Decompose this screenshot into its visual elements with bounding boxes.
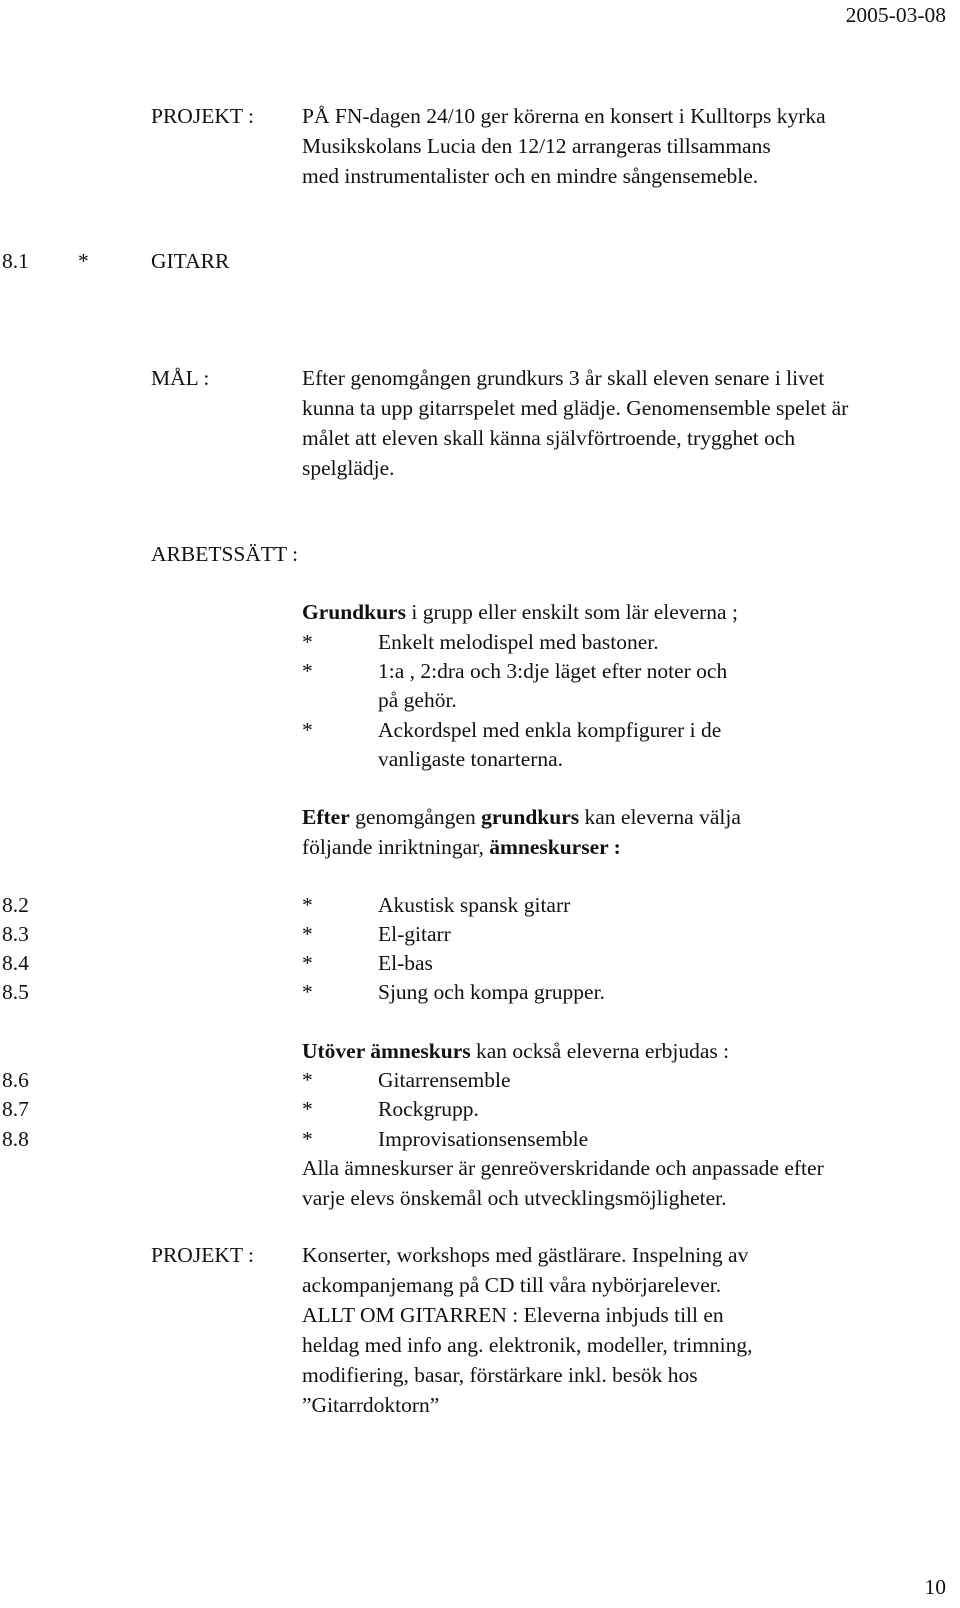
text-line: varje elevs önskemål och utvecklingsmöjligheter. bbox=[302, 1186, 727, 1210]
course-name: Improvisationsensemble bbox=[378, 1127, 589, 1151]
mal-label: MÅL : bbox=[151, 366, 210, 390]
text-line: med instrumentalister och en mindre sångensemeble. bbox=[302, 164, 759, 188]
course-name: Gitarrensemble bbox=[378, 1068, 511, 1092]
text-line: PÅ FN-dagen 24/10 ger körerna en konsert i Kulltorps kyrka bbox=[302, 104, 826, 128]
text-span: följande inriktningar, bbox=[302, 835, 490, 859]
efter-term: Efter bbox=[302, 805, 350, 829]
text-line: kunna ta upp gitarrspelet med glädje. Genomensemble spelet är bbox=[302, 396, 849, 420]
grundkurs-term: grundkurs bbox=[481, 805, 580, 829]
text-line: Alla ämneskurser är genreöverskridande och anpassade efter bbox=[302, 1156, 824, 1180]
text-line: heldag med info ang. elektronik, modeller, trimning, bbox=[302, 1333, 753, 1357]
utover-line bbox=[302, 1036, 729, 1066]
efter-line-2 bbox=[302, 832, 621, 862]
bullet: * bbox=[302, 980, 313, 1004]
bullet: * bbox=[302, 630, 313, 654]
projekt-label: PROJEKT : bbox=[151, 104, 254, 128]
bullet: * bbox=[302, 659, 313, 683]
course-name: Rockgrupp. bbox=[378, 1097, 479, 1121]
course-name: El-bas bbox=[378, 951, 433, 975]
text-line: ALLT OM GITARREN : Eleverna inbjuds till en bbox=[302, 1303, 724, 1327]
text-line: Musikskolans Lucia den 12/12 arrangeras tillsammans bbox=[302, 134, 771, 158]
list-item-continuation: vanligaste tonarterna. bbox=[378, 747, 564, 771]
text-line: spelglädje. bbox=[302, 456, 395, 480]
course-number: 8.6 bbox=[2, 1068, 29, 1092]
section-bullet: * bbox=[78, 249, 89, 273]
arbetssatt-label: ARBETSSÄTT : bbox=[151, 542, 299, 566]
grundkurs-term: Grundkurs bbox=[302, 600, 406, 624]
projekt-label: PROJEKT : bbox=[151, 1243, 254, 1267]
text-line: Efter genomgången grundkurs 3 år skall eleven senare i livet bbox=[302, 366, 825, 390]
list-item: 1:a , 2:dra och 3:dje läget efter noter och bbox=[378, 659, 728, 683]
mal-text bbox=[302, 363, 952, 483]
bullet: * bbox=[302, 893, 313, 917]
text-line: ackompanjemang på CD till våra nybörjarelever. bbox=[302, 1273, 722, 1297]
course-number: 8.4 bbox=[2, 951, 29, 975]
course-name: Sjung och kompa grupper. bbox=[378, 980, 605, 1004]
bullet: * bbox=[302, 922, 313, 946]
bullet: * bbox=[302, 1068, 313, 1092]
list-item: Ackordspel med enkla kompfigurer i de bbox=[378, 718, 722, 742]
document-date: 2005-03-08 bbox=[845, 3, 946, 27]
course-number: 8.3 bbox=[2, 922, 29, 946]
projekt-text bbox=[302, 1240, 952, 1420]
section-number: 8.1 bbox=[2, 249, 29, 273]
text-span: genomgången bbox=[349, 805, 482, 829]
arbetssatt-intro bbox=[302, 597, 738, 627]
text-line: ”Gitarrdoktorn” bbox=[302, 1393, 440, 1417]
text-line: målet att eleven skall känna självförtroende, trygghet och bbox=[302, 426, 796, 450]
course-name: Akustisk spansk gitarr bbox=[378, 893, 571, 917]
intro-text: i grupp eller enskilt som lär eleverna ; bbox=[405, 600, 738, 624]
list-item-continuation: på gehör. bbox=[378, 688, 457, 712]
bullet: * bbox=[302, 718, 313, 742]
course-number: 8.7 bbox=[2, 1097, 29, 1121]
course-number: 8.5 bbox=[2, 980, 29, 1004]
course-number: 8.8 bbox=[2, 1127, 29, 1151]
bullet: * bbox=[302, 951, 313, 975]
bullet: * bbox=[302, 1097, 313, 1121]
utover-term: Utöver ämneskurs bbox=[302, 1039, 471, 1063]
efter-line-1 bbox=[302, 802, 741, 832]
list-item: Enkelt melodispel med bastoner. bbox=[378, 630, 659, 654]
projekt-text bbox=[302, 101, 952, 191]
section-title: GITARR bbox=[151, 249, 230, 273]
page-number: 10 bbox=[924, 1575, 946, 1599]
amneskurser-term: ämneskurser : bbox=[489, 835, 621, 859]
course-number: 8.2 bbox=[2, 893, 29, 917]
alla-text bbox=[302, 1153, 952, 1213]
course-name: El-gitarr bbox=[378, 922, 451, 946]
bullet: * bbox=[302, 1127, 313, 1151]
text-line: modifiering, basar, förstärkare inkl. besök hos bbox=[302, 1363, 698, 1387]
text-span: kan också eleverna erbjudas : bbox=[470, 1039, 730, 1063]
text-line: Konserter, workshops med gästlärare. Inspelning av bbox=[302, 1243, 749, 1267]
text-span: kan eleverna välja bbox=[579, 805, 741, 829]
